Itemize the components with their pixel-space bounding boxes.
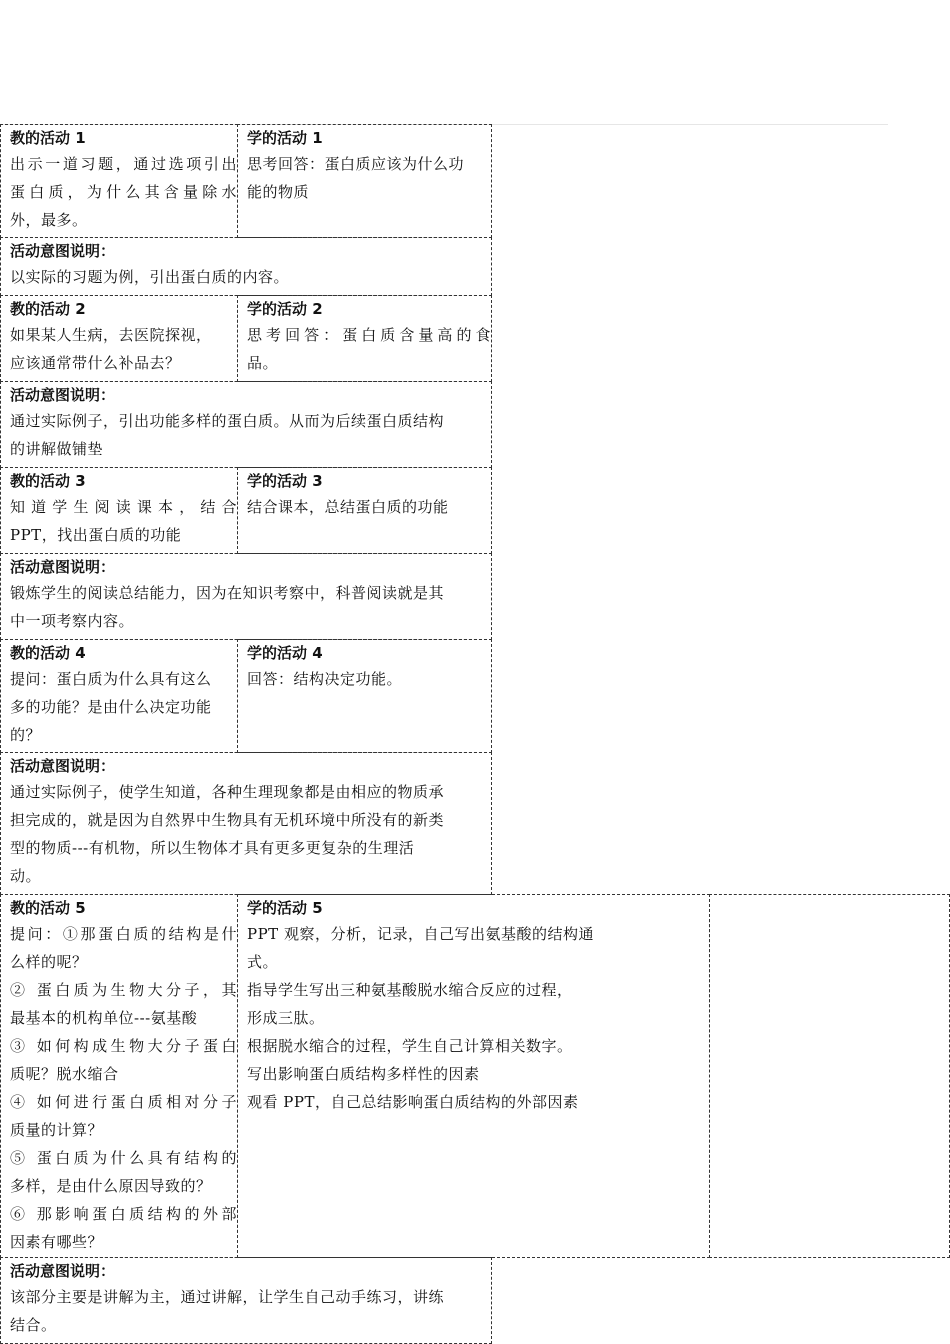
student-activity-2-text xyxy=(247,321,491,377)
text-line: ③ 如何构成生物大分子蛋白 xyxy=(10,1037,237,1055)
text-line: 担完成的，就是因为自然界中生物具有无机环境中所没有的新类 xyxy=(10,811,445,829)
teacher-activity-3-title: 教的活动 3 xyxy=(10,472,86,490)
empty-cell xyxy=(709,894,950,1258)
teacher-activity-1-cell xyxy=(0,124,238,238)
text-line: ② 蛋白质为生物大分子，其 xyxy=(10,981,237,999)
text-line: 根据脱水缩合的过程，学生自己计算相关数字。 xyxy=(247,1037,573,1055)
intent-1-title: 活动意图说明： xyxy=(10,242,116,260)
text-line: 出示一道习题，通过选项引出 xyxy=(10,155,237,173)
student-activity-4-cell xyxy=(237,639,492,753)
text-line: 思考回答：蛋白质应该为什么功 xyxy=(247,155,465,173)
intent-4-cell xyxy=(0,752,492,895)
student-activity-3-text xyxy=(247,493,491,521)
teacher-activity-3-text xyxy=(10,493,237,549)
intent-3-text xyxy=(10,579,491,635)
student-activity-4-title: 学的活动 4 xyxy=(247,644,323,662)
text-line: 知道学生阅读课本，结合 xyxy=(10,498,237,516)
text-line: ④ 如何进行蛋白质相对分子 xyxy=(10,1093,237,1111)
teacher-activity-1-text xyxy=(10,150,237,234)
teacher-activity-5-text xyxy=(10,920,237,1256)
intent-5-title: 活动意图说明： xyxy=(10,1262,116,1280)
text-line: 多样，是由什么原因导致的？ xyxy=(10,1177,212,1195)
teacher-activity-1-title: 教的活动 1 xyxy=(10,129,86,147)
intent-5-cell xyxy=(0,1257,492,1344)
text-line: 质呢？脱水缩合 xyxy=(10,1065,119,1083)
teacher-activity-2-cell xyxy=(0,295,238,382)
teacher-activity-2-title: 教的活动 2 xyxy=(10,300,86,318)
student-activity-5-title: 学的活动 5 xyxy=(247,899,323,917)
intent-1-text xyxy=(10,263,491,291)
teacher-activity-4-title: 教的活动 4 xyxy=(10,644,86,662)
intent-1-cell xyxy=(0,237,492,296)
text-line: 因素有哪些？ xyxy=(10,1233,104,1251)
text-line: PPT，找出蛋白质的功能 xyxy=(10,526,182,544)
text-line: 最基本的机构单位---氨基酸 xyxy=(10,1009,198,1027)
teacher-activity-2-text xyxy=(10,321,237,377)
text-line: 的讲解做铺垫 xyxy=(10,440,104,458)
student-activity-1-cell xyxy=(237,124,492,238)
text-line: 能的物质 xyxy=(247,183,310,201)
intent-2-text xyxy=(10,407,491,463)
text-line: PPT 观察，分析，记录，自己写出氨基酸的结构通 xyxy=(247,925,594,943)
text-line: 式。 xyxy=(247,953,279,971)
text-line: 型的物质---有机物，所以生物体才具有更多更复杂的生理活 xyxy=(10,839,415,857)
text-line: 应该通常带什么补品去？ xyxy=(10,354,181,372)
intent-2-title: 活动意图说明： xyxy=(10,386,116,404)
text-line: 品。 xyxy=(247,354,279,372)
teacher-activity-3-cell xyxy=(0,467,238,554)
text-line: 锻炼学生的阅读总结能力，因为在知识考察中，科普阅读就是其 xyxy=(10,584,445,602)
text-line: 提问：蛋白质为什么具有这么 xyxy=(10,670,212,688)
student-activity-2-cell xyxy=(237,295,492,382)
intent-4-text xyxy=(10,778,491,890)
text-line: 观看 PPT，自己总结影响蛋白质结构的外部因素 xyxy=(247,1093,579,1111)
text-line: 以实际的习题为例，引出蛋白质的内容。 xyxy=(10,268,290,286)
text-line: 指导学生写出三种氨基酸脱水缩合反应的过程， xyxy=(247,981,573,999)
text-line: 写出影响蛋白质结构多样性的因素 xyxy=(247,1065,480,1083)
text-line: 动。 xyxy=(10,867,42,885)
text-line: 外，最多。 xyxy=(10,211,88,229)
student-activity-3-cell xyxy=(237,467,492,554)
text-line: ⑥ 那影响蛋白质结构的外部 xyxy=(10,1205,237,1223)
text-line: 么样的呢？ xyxy=(10,953,88,971)
text-line: 多的功能？是由什么决定功能 xyxy=(10,698,212,716)
intent-3-cell xyxy=(0,553,492,640)
teacher-activity-4-cell xyxy=(0,639,238,753)
text-line: 蛋白质，为什么其含量除水 xyxy=(10,183,237,201)
text-line: 结合课本，总结蛋白质的功能 xyxy=(247,498,449,516)
text-line: 的？ xyxy=(10,726,42,744)
intent-2-cell xyxy=(0,381,492,468)
student-activity-3-title: 学的活动 3 xyxy=(247,472,323,490)
intent-5-text xyxy=(10,1283,491,1339)
teacher-activity-5-cell xyxy=(0,894,238,1258)
text-line: 如果某人生病，去医院探视， xyxy=(10,326,212,344)
teacher-activity-5-title: 教的活动 5 xyxy=(10,899,86,917)
text-line: 思考回答：蛋白质含量高的食 xyxy=(247,326,491,344)
student-activity-1-title: 学的活动 1 xyxy=(247,129,323,147)
text-line: ⑤ 蛋白质为什么具有结构的 xyxy=(10,1149,237,1167)
text-line: 回答：结构决定功能。 xyxy=(247,670,403,688)
text-line: 质量的计算？ xyxy=(10,1121,104,1139)
intent-3-title: 活动意图说明： xyxy=(10,558,116,576)
student-activity-4-text xyxy=(247,665,491,693)
teacher-activity-4-text xyxy=(10,665,237,749)
text-line: 结合。 xyxy=(10,1316,57,1334)
student-activity-1-text xyxy=(247,150,491,206)
student-activity-5-cell xyxy=(237,894,710,1258)
text-line: 形成三肽。 xyxy=(247,1009,325,1027)
text-line: 中一项考察内容。 xyxy=(10,612,135,630)
text-line: 该部分主要是讲解为主，通过讲解，让学生自己动手练习，讲练 xyxy=(10,1288,445,1306)
student-activity-5-text xyxy=(247,920,709,1116)
student-activity-2-title: 学的活动 2 xyxy=(247,300,323,318)
text-line: 通过实际例子，引出功能多样的蛋白质。从而为后续蛋白质结构 xyxy=(10,412,445,430)
intent-4-title: 活动意图说明： xyxy=(10,757,116,775)
text-line: 通过实际例子，使学生知道，各种生理现象都是由相应的物质承 xyxy=(10,783,445,801)
text-line: 提问：①那蛋白质的结构是什 xyxy=(10,925,237,943)
